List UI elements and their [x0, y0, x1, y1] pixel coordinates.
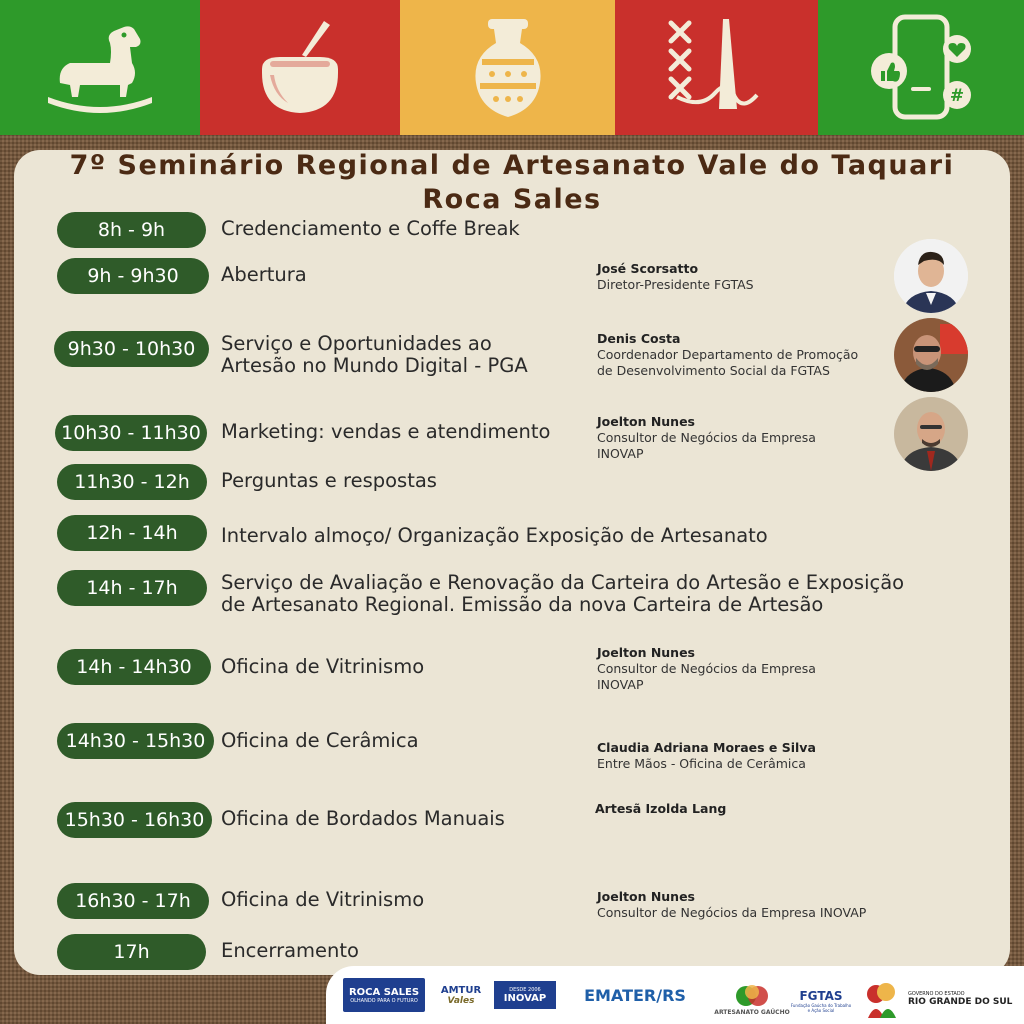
chimarrao-cuia-icon — [240, 13, 360, 123]
speaker-info — [597, 889, 866, 921]
time-pill: 14h30 - 15h30 — [57, 723, 214, 759]
time-pill: 17h — [57, 934, 206, 970]
time-pill: 16h30 - 17h — [57, 883, 209, 919]
inovap-logo: DESDE 2006 INOVAP — [494, 981, 556, 1009]
activity-text: Oficina de Vitrinismo — [221, 888, 425, 911]
speaker-info — [597, 645, 816, 693]
speaker-name: Artesã Izolda Lang — [595, 801, 727, 816]
speaker-role: INOVAP — [597, 446, 644, 461]
speaker-role: Entre Mãos - Oficina de Cerâmica — [597, 756, 806, 771]
page-title: 7º Seminário Regional de Artesanato Vale do Taquari — [69, 150, 955, 181]
speaker-role: Consultor de Negócios da Empresa — [597, 661, 816, 676]
speaker-role: Consultor de Negócios da Empresa — [597, 430, 816, 445]
speaker-role: Consultor de Negócios da Empresa INOVAP — [597, 905, 867, 920]
speaker-photo-joelton-nunes — [894, 397, 968, 471]
tile-needle — [615, 0, 818, 135]
activity-text: Oficina de Cerâmica — [221, 729, 419, 752]
smartphone-social-icon — [861, 13, 981, 123]
activity-text: Oficina de Bordados Manuais — [221, 807, 505, 830]
speaker-role: Coordenador Departamento de Promoção — [597, 347, 859, 362]
page-subtitle: Roca Sales — [422, 184, 602, 215]
activity-text: Serviço e Oportunidades ao Artesão no Mundo Digital - PGA — [221, 332, 528, 377]
speaker-info — [597, 261, 754, 293]
amtur-logo: AMTUR Vales — [440, 984, 482, 1006]
activity-text: Encerramento — [221, 939, 359, 962]
speaker-name: Claudia Adriana Moraes e Silva — [597, 740, 816, 755]
time-pill: 11h30 - 12h — [57, 464, 207, 500]
speaker-role: Diretor-Presidente FGTAS — [597, 277, 754, 292]
speaker-name: José Scorsatto — [597, 261, 699, 276]
speaker-role: INOVAP — [597, 677, 644, 692]
embroidery-needle-icon — [657, 13, 777, 123]
activity-text: Credenciamento e Coffe Break — [221, 217, 520, 240]
activity-text: Marketing: vendas e atendimento — [221, 420, 551, 443]
activity-text: Abertura — [221, 263, 307, 286]
time-pill: 14h - 17h — [57, 570, 207, 606]
time-pill: 10h30 - 11h30 — [55, 415, 207, 451]
tile-smartphone — [818, 0, 1024, 135]
time-pill: 12h - 14h — [57, 515, 207, 551]
time-pill: 8h - 9h — [57, 212, 206, 248]
time-pill: 15h30 - 16h30 — [57, 802, 212, 838]
speaker-info — [595, 801, 726, 817]
fgtas-logo: FGTAS Fundação Gaúcha do Trabalho e Ação Social — [790, 989, 852, 1013]
activity-text: Oficina de Vitrinismo — [221, 655, 425, 678]
time-pill: 9h30 - 10h30 — [54, 331, 209, 367]
speaker-name: Joelton Nunes — [597, 645, 695, 660]
tile-cuia — [200, 0, 400, 135]
speaker-info — [597, 331, 858, 379]
speaker-photo-jose-scorsatto — [894, 239, 968, 313]
activity-text: Perguntas e respostas — [221, 469, 437, 492]
svg-text:#: # — [949, 85, 965, 106]
speaker-info — [597, 414, 816, 462]
rocking-horse-icon — [40, 13, 160, 123]
emater-logo: EMATER/RS — [584, 985, 686, 1005]
artesanato-gaucho-logo: ARTESANATO GAÚCHO — [718, 978, 786, 1020]
speaker-name: Denis Costa — [597, 331, 681, 346]
speaker-name: Joelton Nunes — [597, 414, 695, 429]
ceramic-vase-icon — [448, 13, 568, 123]
speaker-name: Joelton Nunes — [597, 889, 695, 904]
governo-rs-logo: GOVERNO DO ESTADO RIO GRANDE DO SUL — [862, 980, 1022, 1018]
time-pill: 9h - 9h30 — [57, 258, 209, 294]
tile-vase — [400, 0, 615, 135]
activity-text: Intervalo almoço/ Organização Exposição de Artesanato — [221, 524, 768, 547]
speaker-photo-denis-costa — [894, 318, 968, 392]
speaker-role: de Desenvolvimento Social da FGTAS — [597, 363, 830, 378]
speaker-info — [597, 740, 816, 772]
tile-rocking-horse — [0, 0, 200, 135]
roca-sales-logo: ROCA SALES OLHANDO PARA O FUTURO — [343, 978, 425, 1012]
activity-text: Serviço de Avaliação e Renovação da Carteira do Artesão e Exposição de Artesanato Regional. Emissão da nova Carteira de Artesão — [221, 571, 905, 616]
time-pill: 14h - 14h30 — [57, 649, 211, 685]
